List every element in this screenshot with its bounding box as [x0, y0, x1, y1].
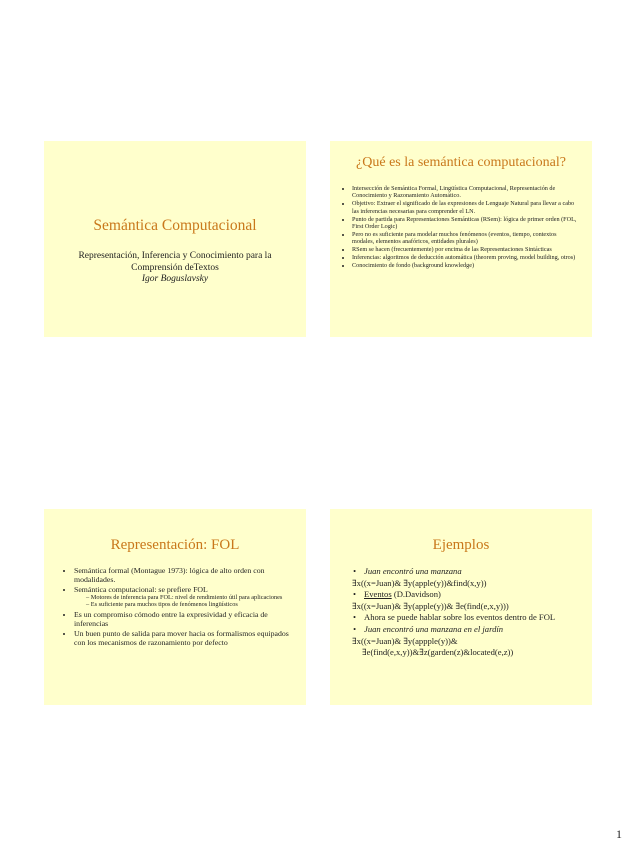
slide-representation: [44, 509, 306, 705]
slide-3-bullet-text: Un buen punto de salida para mover hacia os formalismos equipados con los mecanismos de razonamiento por defecto: [74, 628, 289, 647]
slide-2-bullet: • RSem se hacen (frecuentemente) por encima de las Representaciones Sintácticas: [352, 246, 580, 253]
slide-3-title: Representación: FOL: [110, 537, 240, 553]
slide-what-is: [330, 141, 592, 337]
example-sentence-1: • Juan encontró una manzana: [352, 566, 582, 578]
formula-3a: ∃x((x=Juan)& ∃y(appple(y))&: [352, 635, 458, 646]
events-term: Eventos: [364, 589, 392, 600]
formula-2: ∃x((x=Juan)& ∃y(apple(y))& ∃e(find(e,x,y))): [352, 600, 509, 611]
slide-2-bullet: • Objetivo: Extraer el significado de las expresiones de Lenguaje Natural para llevar a cabo las inferencias necesarias para comprender el LN.: [352, 200, 580, 215]
slide-2-title: ¿Qué es la semántica computacional?: [356, 155, 566, 170]
slide-1-subtitle: Representación, Inferencia y Conocimiento para la Comprensión deTextos: [78, 251, 272, 273]
events-line: [352, 589, 582, 601]
formula-3b: ∃e(find(e,x,y))&∃z(garden(z)&located(e,z)): [362, 647, 514, 658]
slide-4-body: [352, 566, 582, 659]
formula-1: ∃x((x=Juan)& ∃y(apple(y))&find(x,y)): [352, 577, 487, 588]
slide-2-bullet: • Intersección de Semántica Formal, Lingüística Computacional, Representación de Conocimiento y Razonamiento Automático.: [352, 185, 580, 200]
slide-3-bullet: [74, 585, 292, 609]
slide-examples: [330, 509, 592, 705]
events-note: • Ahora se puede hablar sobre los eventos dentro de FOL: [352, 612, 582, 624]
slide-3-sub-bullet: – Es suficiente para muchos tipos de fenómenos lingüísticos: [86, 601, 292, 608]
slide-title: [44, 141, 306, 337]
slide-2-bullet: • Conocimiento de fondo (background knowledge): [352, 262, 580, 269]
slide-4-title: Ejemplos: [432, 537, 490, 553]
slide-3-bullet: [74, 610, 292, 628]
slide-3-bullet-text: Semántica computacional: se prefiere FOL: [74, 585, 208, 594]
slide-3-bullet-text: Es un compromiso cómodo entre la expresividad y eficacia de inferencias: [74, 609, 268, 628]
slide-3-sub-list: [74, 594, 292, 609]
events-author: (D.Davidson): [391, 589, 441, 600]
slide-3-bullet: [74, 566, 292, 584]
slide-3-bullet-text: Semántica formal (Montague 1973): lógica de alto orden con modalidades.: [74, 566, 265, 584]
page-number: 1: [616, 827, 622, 841]
slide-2-bullet: • Pero no es suficiente para modelar muchos fenómenos (eventos, tiempo, contextos modales, elementos anafóricos, entidades plurales): [352, 231, 580, 246]
example-sentence-2: • Juan encontró una manzana en el jardín: [352, 624, 582, 636]
slide-2-bullet: • Inferencias: algoritmos de deducción automática (theorem proving, model building, otros): [352, 254, 580, 261]
slide-3-bullet: [74, 629, 292, 647]
slide-3-sub-bullet: – Motores de inferencia para FOL: nivel de rendimiento útil para aplicaciones: [86, 594, 292, 601]
slide-1-title: Semántica Computacional: [93, 217, 257, 234]
slide-2-bullet: • Punto de partida para Representaciones Semánticas (RSem): lógica de primer orden (FOL, First Order Logic): [352, 216, 580, 231]
slide-3-bullet-list: [62, 566, 292, 648]
slide-1-author: Igor Boguslavsky: [141, 274, 209, 284]
slide-1-subtitle-block: [64, 251, 286, 286]
slide-2-bullet-list: [342, 185, 580, 270]
